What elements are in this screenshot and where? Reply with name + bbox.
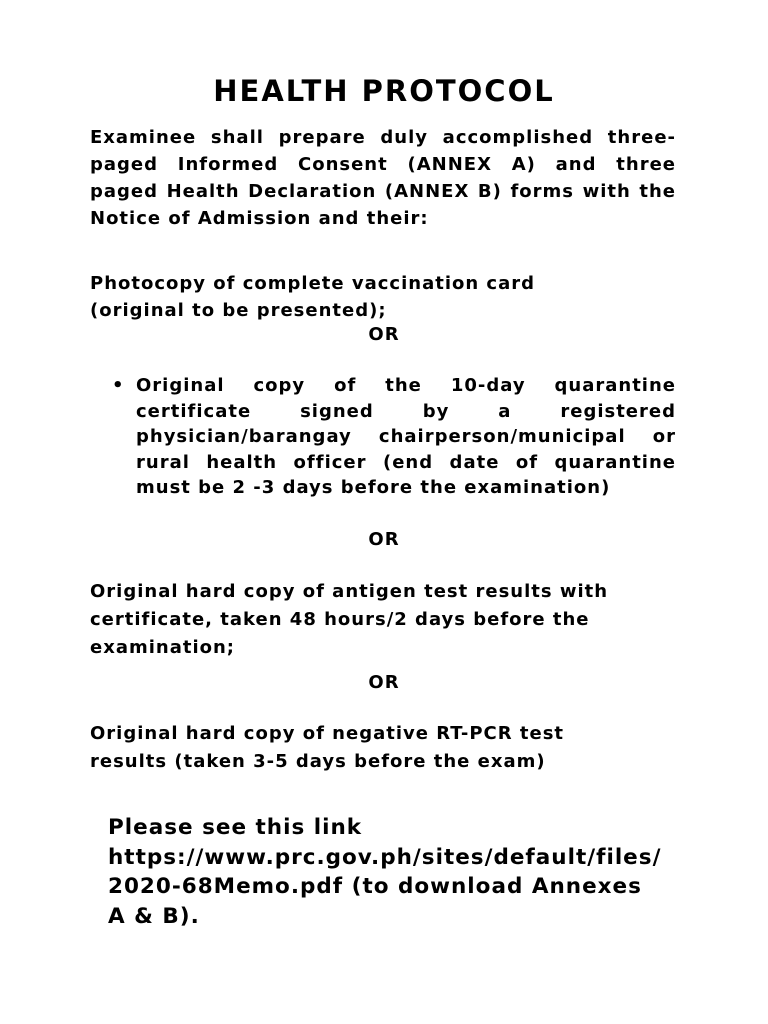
link-note-line-1: Please see this link [108, 815, 363, 840]
or-separator-2: OR [368, 529, 400, 550]
link-url-part-1: https://www.prc.gov.ph/sites/default/files/ [108, 844, 662, 870]
link-url-part-2: 2020-68Memo.pdf (to download Annexes [108, 874, 642, 899]
quarantine-certificate-option: Original copy of the 10-day quarantine certificate signed by a registered physician/barangay chairperson/municipal or rural health officer (end date of quarantine must be 2 -3 days before the examination) [136, 375, 676, 499]
or-separator-1: OR [368, 324, 400, 345]
intro-paragraph: Examinee shall prepare duly accomplished three-paged Informed Consent (ANNEX A) and three paged Health Declaration (ANNEX B) forms with the Notice of Admission and their: [90, 127, 676, 229]
page-title: HEALTH PROTOCOL [213, 74, 555, 108]
bullet-dot-icon: • [112, 375, 125, 396]
rt-pcr-test-option: Original hard copy of negative RT-PCR test results (taken 3-5 days before the exam) [90, 723, 565, 772]
vaccination-card-option: Photocopy of complete vaccination card (original to be presented); [90, 273, 536, 321]
or-separator-3: OR [368, 672, 400, 693]
link-note-line-4: A & B). [108, 903, 200, 929]
quarantine-bullet-item [112, 373, 676, 501]
annex-download-note [108, 813, 688, 931]
antigen-test-option: Original hard copy of antigen test results with certificate, taken 48 hours/2 days before the examination; [90, 581, 609, 658]
